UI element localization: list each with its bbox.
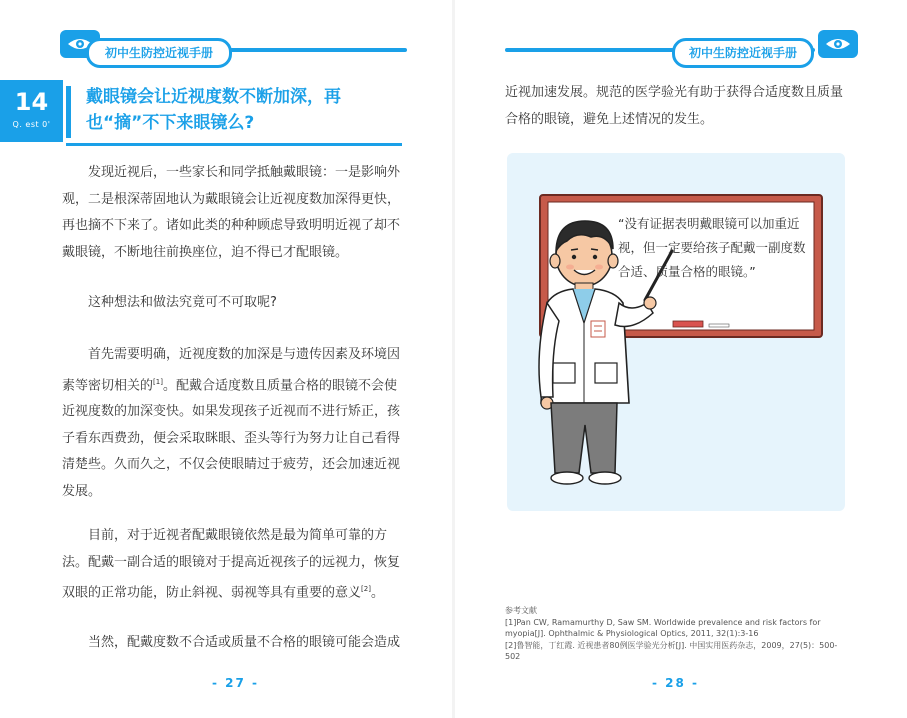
question-title: 戴眼镜会让近视度数不断加深，再也“摘”不下来眼镜么?	[86, 87, 341, 133]
paragraph-3	[62, 342, 407, 505]
citation-2[interactable]: [2]	[361, 585, 371, 593]
right-top-paragraph: 近视加速发展。规范的医学验光有助于获得合适度数且质量合格的眼镜，避免上述情况的发生。	[505, 85, 844, 127]
doctor-illustration	[507, 153, 845, 511]
references	[505, 605, 850, 663]
eye-icon-right	[818, 30, 858, 58]
reference-1: [1]Pan CW, Ramamurthy D, Saw SM. Worldwide prevalence and risk factors for myopia[J]. Ophthalmic & Physiological Optics, 2011, 32(1):3-16	[505, 617, 821, 638]
question-number: 14	[14, 88, 49, 116]
paragraph-1: 发现近视后，一些家长和同学抵触戴眼镜：一是影响外观，二是根深蒂固地认为戴眼镜会让近视度数加深得更快，再也摘不下来了。诸如此类的种种顾虑导致明明近视了却不戴眼镜，不断地往前换座位，迫不得已才配眼镜。	[62, 165, 401, 260]
references-heading: 参考文献	[505, 606, 537, 615]
reference-2: [2]鲁智能，丁红霞. 近视患者80例医学验光分析[J]. 中国实用医药杂志，2009，27(5)：500-502	[505, 640, 838, 661]
left-header-title: 初中生防控近视手册	[86, 38, 232, 68]
right-page-number: - 28 -	[652, 676, 700, 690]
paragraph-4	[62, 523, 407, 607]
question-underline	[66, 143, 402, 146]
paragraph-2: 这种想法和做法究竟可不可取呢?	[88, 295, 277, 310]
question-title-bar	[66, 86, 71, 138]
whiteboard-marker	[709, 324, 729, 327]
whiteboard-quote: “没有证据表明戴眼镜可以加重近视，但一定要给孩子配戴一副度数合适、质量合格的眼镜。”	[618, 216, 806, 279]
question-sub-label: Q. est 0'	[12, 120, 51, 129]
whiteboard-eraser	[673, 321, 703, 327]
paragraph-4-text-b: 。	[370, 585, 384, 601]
right-header-title: 初中生防控近视手册	[672, 38, 814, 68]
paragraph-4-text-a: 目前，对于近视者配戴眼镜依然是最为简单可靠的方法。配戴一副合适的眼镜对于提高近视孩子的远视力，恢复双眼的正常功能，防止斜视、弱视等具有重要的意义	[62, 528, 401, 601]
paragraph-3-text-a: 首先需要明确，近视度数的加深是与遗传因素及环境因素等密切相关的	[62, 347, 401, 393]
paragraph-3-text-b: 。配戴合适度数且质量合格的眼镜不会使近视度数的加深变快。如果发现孩子近视而不进行矫正，孩子看东西费劲，便会采取眯眼、歪头等行为努力让自己看得清楚些。久而久之，不仅会使眼睛过于疲劳，还会加速近视发展。	[62, 377, 401, 499]
left-page-number: - 27 -	[212, 676, 260, 690]
question-number-badge	[0, 80, 63, 142]
paragraph-5: 当然，配戴度数不合适或质量不合格的眼镜可能会造成	[88, 635, 401, 650]
citation-1[interactable]: [1]	[153, 377, 163, 386]
